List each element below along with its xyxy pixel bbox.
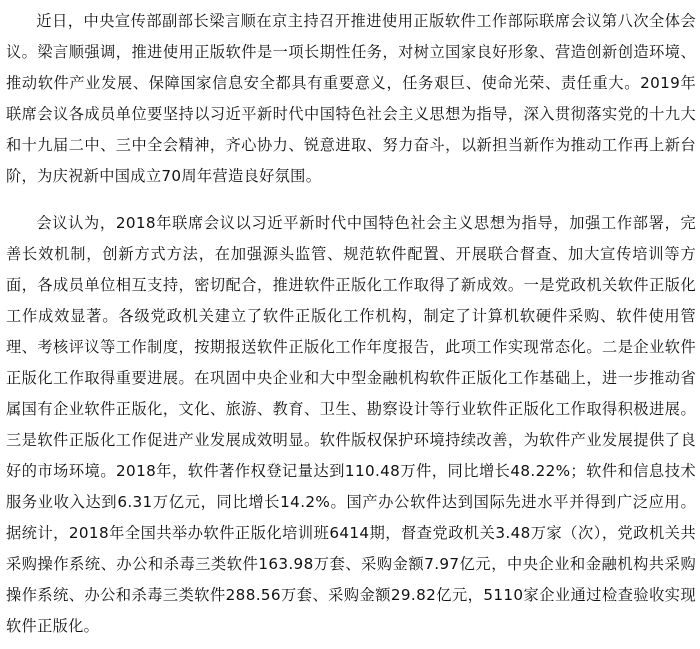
article-paragraph-1: 近日，中央宣传部副部长梁言顺在京主持召开推进使用正版软件工作部际联席会议第八次全体会议。梁言顺强调，推进使用正版软件是一项长期性任务，对树立国家良好形象、营造创新创造环境、推动软件产业发展、保障国家信息安全都具有重要意义，任务艰巨、使命光荣、责任重大。2019年联席会议各成员单位要坚持以习近平新时代中国特色社会主义思想为指导，深入贯彻落实党的十九大和十九届二中、三中全会精神，齐心协力、锐意进取、努力奋斗，以新担当新作为推动工作再上新台阶，为庆祝新中国成立70周年营造良好氛围。 xyxy=(6,12,696,185)
article-paragraph-2: 会议认为，2018年联席会议以习近平新时代中国特色社会主义思想为指导，加强工作部署，完善长效机制，创新方式方法，在加强源头监管、规范软件配置、开展联合督查、加大宣传培训等方面，各成员单位相互支持，密切配合，推进软件正版化工作取得了新成效。一是党政机关软件正版化工作成效显著。各级党政机关建立了软件正版化工作机构，制定了计算机软硬件采购、软件使用管理、考核评议等工作制度，按期报送软件正版化工作年度报告，此项工作实现常态化。二是企业软件正版化工作取得重要进展。在巩固中央企业和大中型金融机构软件正版化工作基础上，进一步推动省属国有企业软件正版化，文化、旅游、教育、卫生、勘察设计等行业软件正版化工作取得积极进展。三是软件正版化工作促进产业发展成效明显。软件版权保护环境持续改善，为软件产业发展提供了良好的市场环境。2018年，软件著作权登记量达到110.48万件，同比增长48.22%；软件和信息技术服务业收入达到6.31万亿元，同比增长14.2%。国产办公软件达到国际先进水平并得到广泛应用。据统计，2018年全国共举办软件正版化培训班6414期，督查党政机关3.48万家（次），党政机关共采购操作系统、办公和杀毒三类软件163.98万套、采购金额7.97亿元，中央企业和金融机构共采购操作系统、办公和杀毒三类软件288.56万套、采购金额29.82亿元，5110家企业通过检查验收实现软件正版化。 xyxy=(6,214,696,635)
